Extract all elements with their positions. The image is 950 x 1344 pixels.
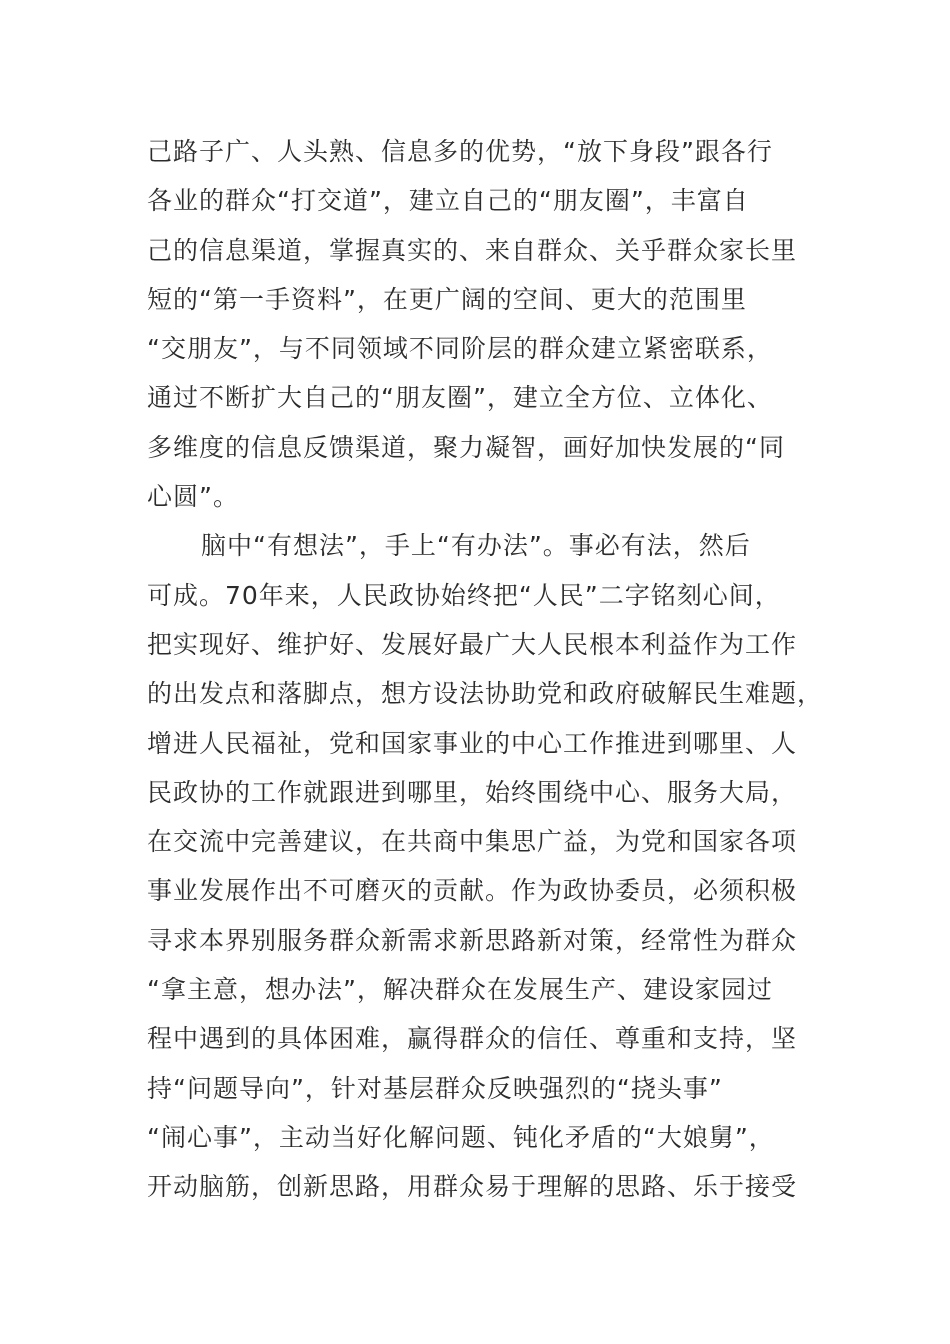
text-line: 各业的群众“打交道”，建立自己的“朋友圈”，丰富自 [147,186,749,216]
text-line: 事业发展作出不可磨灭的贡献。作为政协委员，必须积极 [147,876,798,906]
text-line: 把实现好、维护好、发展好最广大人民根本利益作为工作 [147,629,798,659]
text-line: 己的信息渠道，掌握真实的、来自群众、关乎群众家长里 [147,235,798,265]
text-line: “闹心事”，主动当好化解问题、钝化矛盾的“大娘舅”， [147,1122,775,1152]
text-line: “拿主意，想办法”，解决群众在发展生产、建设家园过 [147,975,773,1005]
text-line: 短的“第一手资料”，在更广阔的空间、更大的范围里 [147,284,747,314]
text-line: 多维度的信息反馈渠道，聚力凝智，画好加快发展的“同 [147,432,785,462]
text-line: 持“问题导向”，针对基层群众反映强烈的“挠头事” [147,1073,723,1103]
text-line: 在交流中完善建议，在共商中集思广益，为党和国家各项 [147,827,798,857]
text-line: 通过不断扩大自己的“朋友圈”，建立全方位、立体化、 [147,383,773,413]
text-line: “交朋友”，与不同领域不同阶层的群众建立紧密联系， [147,334,773,364]
text-line: 心圆”。 [147,482,239,512]
text-line: 的出发点和落脚点，想方设法协助党和政府破解民生难题， [147,679,824,709]
text-line: 增进人民福祉，党和国家事业的中心工作推进到哪里、人 [147,728,798,758]
text-line: 己路子广、人头熟、信息多的优势，“放下身段”跟各行 [147,137,773,166]
body-text [147,127,824,1212]
paragraph-first-line: 脑中“有想法”，手上“有办法”。事必有法，然后 [201,531,751,561]
text-line: 程中遇到的具体困难，赢得群众的信任、尊重和支持，坚 [147,1024,798,1054]
text-line: 可成。70年来，人民政协始终把“人民”二字铭刻心间， [147,580,781,610]
text-line: 开动脑筋，创新思路，用群众易于理解的思路、乐于接受 [147,1172,798,1202]
text-line: 民政协的工作就跟进到哪里，始终围绕中心、服务大局， [147,777,798,807]
text-line: 寻求本界别服务群众新需求新思路新对策，经常性为群众 [147,925,798,955]
